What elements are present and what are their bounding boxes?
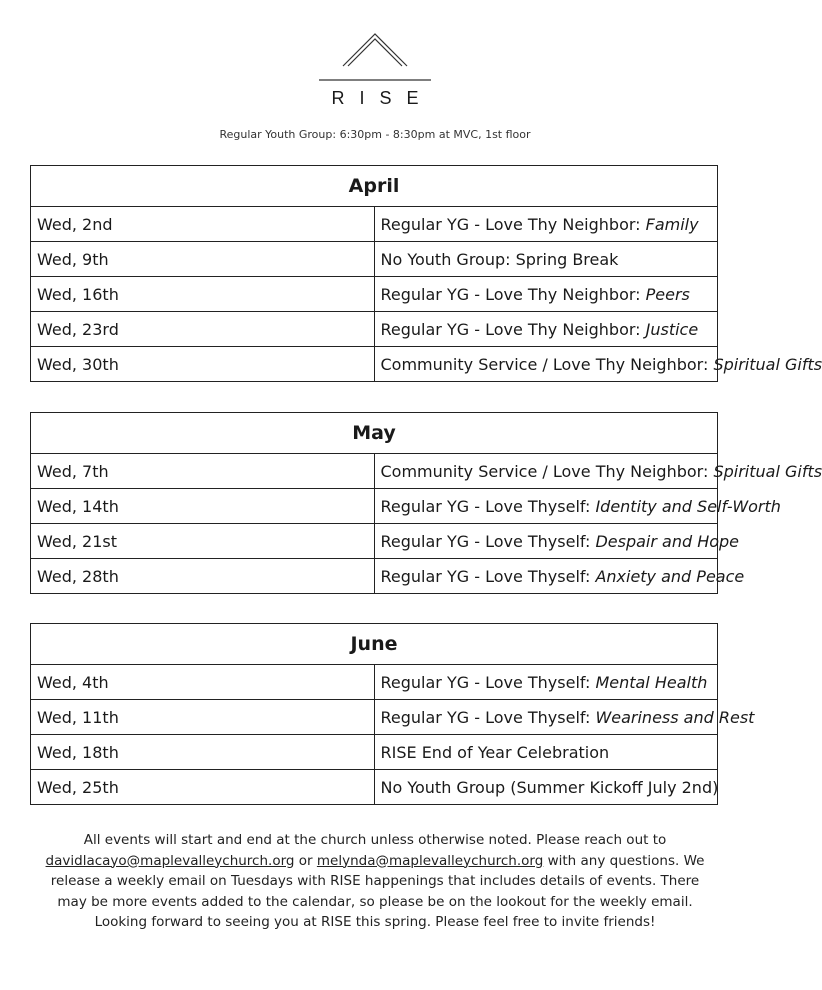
event-date: Wed, 28th [31, 559, 375, 594]
event-description [374, 770, 718, 805]
june-schedule-table [30, 623, 755, 805]
rise-logo [0, 30, 750, 85]
footer-line: All events will start and end at the church unless otherwise noted. Please reach out to [83, 832, 667, 848]
event-topic: Despair and Hope [595, 531, 740, 551]
event-topic: Family [645, 214, 699, 234]
event-description [374, 665, 718, 700]
event-description [374, 700, 755, 735]
event-title: RISE End of Year Celebration [380, 742, 610, 762]
event-title: No Youth Group: Spring Break [380, 249, 619, 269]
table-row [31, 277, 718, 312]
table-row [31, 489, 718, 524]
email-link-melynda[interactable]: melynda@maplevalleychurch.org [316, 852, 544, 869]
event-title: Regular YG - Love Thyself: [380, 566, 596, 586]
april-schedule-table [30, 165, 822, 382]
event-title: No Youth Group (Summer Kickoff July 2nd) [380, 777, 719, 797]
event-date: Wed, 25th [31, 770, 375, 805]
event-description [374, 277, 718, 312]
event-topic: Mental Health [595, 672, 708, 692]
event-description [374, 454, 822, 489]
footer-line: Looking forward to seeing you at RISE this spring. Please feel free to invite friends! [94, 914, 656, 930]
event-date: Wed, 30th [31, 347, 375, 382]
event-description [374, 524, 740, 559]
event-title: Community Service / Love Thy Neighbor: [380, 461, 714, 481]
footer-line: release a weekly email on Tuesdays with RISE happenings that includes details of events. There [50, 873, 700, 889]
event-date: Wed, 7th [31, 454, 375, 489]
email-link-david[interactable]: davidlacayo@maplevalleychurch.org [45, 852, 295, 869]
schedule-subtitle: Regular Youth Group: 6:30pm - 8:30pm at MVC, 1st floor [219, 128, 531, 141]
event-topic: Spiritual Gifts [713, 354, 822, 374]
event-description [374, 347, 822, 382]
month-header: April [31, 166, 718, 207]
event-date: Wed, 18th [31, 735, 375, 770]
event-date: Wed, 9th [31, 242, 375, 277]
event-topic: Weariness and Rest [595, 707, 755, 727]
footer-notes [20, 830, 730, 933]
event-description [374, 489, 781, 524]
event-date: Wed, 14th [31, 489, 375, 524]
event-topic: Identity and Self-Worth [595, 496, 781, 516]
table-row [31, 207, 718, 242]
table-row [31, 770, 718, 805]
event-date: Wed, 11th [31, 700, 375, 735]
table-row [31, 735, 718, 770]
table-row [31, 454, 718, 489]
footer-text: or [294, 852, 317, 869]
event-description [374, 207, 718, 242]
table-row [31, 242, 718, 277]
event-description [374, 735, 718, 770]
event-topic: Peers [645, 284, 690, 304]
event-date: Wed, 2nd [31, 207, 375, 242]
table-row [31, 347, 718, 382]
event-topic: Spiritual Gifts [713, 461, 822, 481]
event-description [374, 312, 718, 347]
event-title: Regular YG - Love Thy Neighbor: [380, 284, 646, 304]
brand-name: RISE [331, 88, 434, 108]
roof-logo-icon [315, 30, 435, 85]
event-topic: Justice [645, 319, 699, 339]
event-title: Regular YG - Love Thyself: [380, 707, 596, 727]
table-row [31, 524, 718, 559]
table-row [31, 312, 718, 347]
event-title: Regular YG - Love Thyself: [380, 496, 596, 516]
event-date: Wed, 21st [31, 524, 375, 559]
event-title: Regular YG - Love Thyself: [380, 531, 596, 551]
table-row [31, 665, 718, 700]
event-topic: Anxiety and Peace [595, 566, 745, 586]
table-row [31, 559, 718, 594]
table-row [31, 700, 718, 735]
event-title: Regular YG - Love Thy Neighbor: [380, 319, 646, 339]
event-date: Wed, 23rd [31, 312, 375, 347]
footer-text: with any questions. We [543, 852, 705, 869]
may-schedule-table [30, 412, 822, 594]
event-title: Regular YG - Love Thyself: [380, 672, 596, 692]
footer-line: may be more events added to the calendar, so please be on the lookout for the weekly email. [57, 893, 693, 910]
event-description [374, 559, 745, 594]
event-title: Community Service / Love Thy Neighbor: [380, 354, 714, 374]
month-header: May [31, 413, 718, 454]
month-header: June [31, 624, 718, 665]
event-date: Wed, 4th [31, 665, 375, 700]
event-description [374, 242, 718, 277]
event-date: Wed, 16th [31, 277, 375, 312]
event-title: Regular YG - Love Thy Neighbor: [380, 214, 646, 234]
